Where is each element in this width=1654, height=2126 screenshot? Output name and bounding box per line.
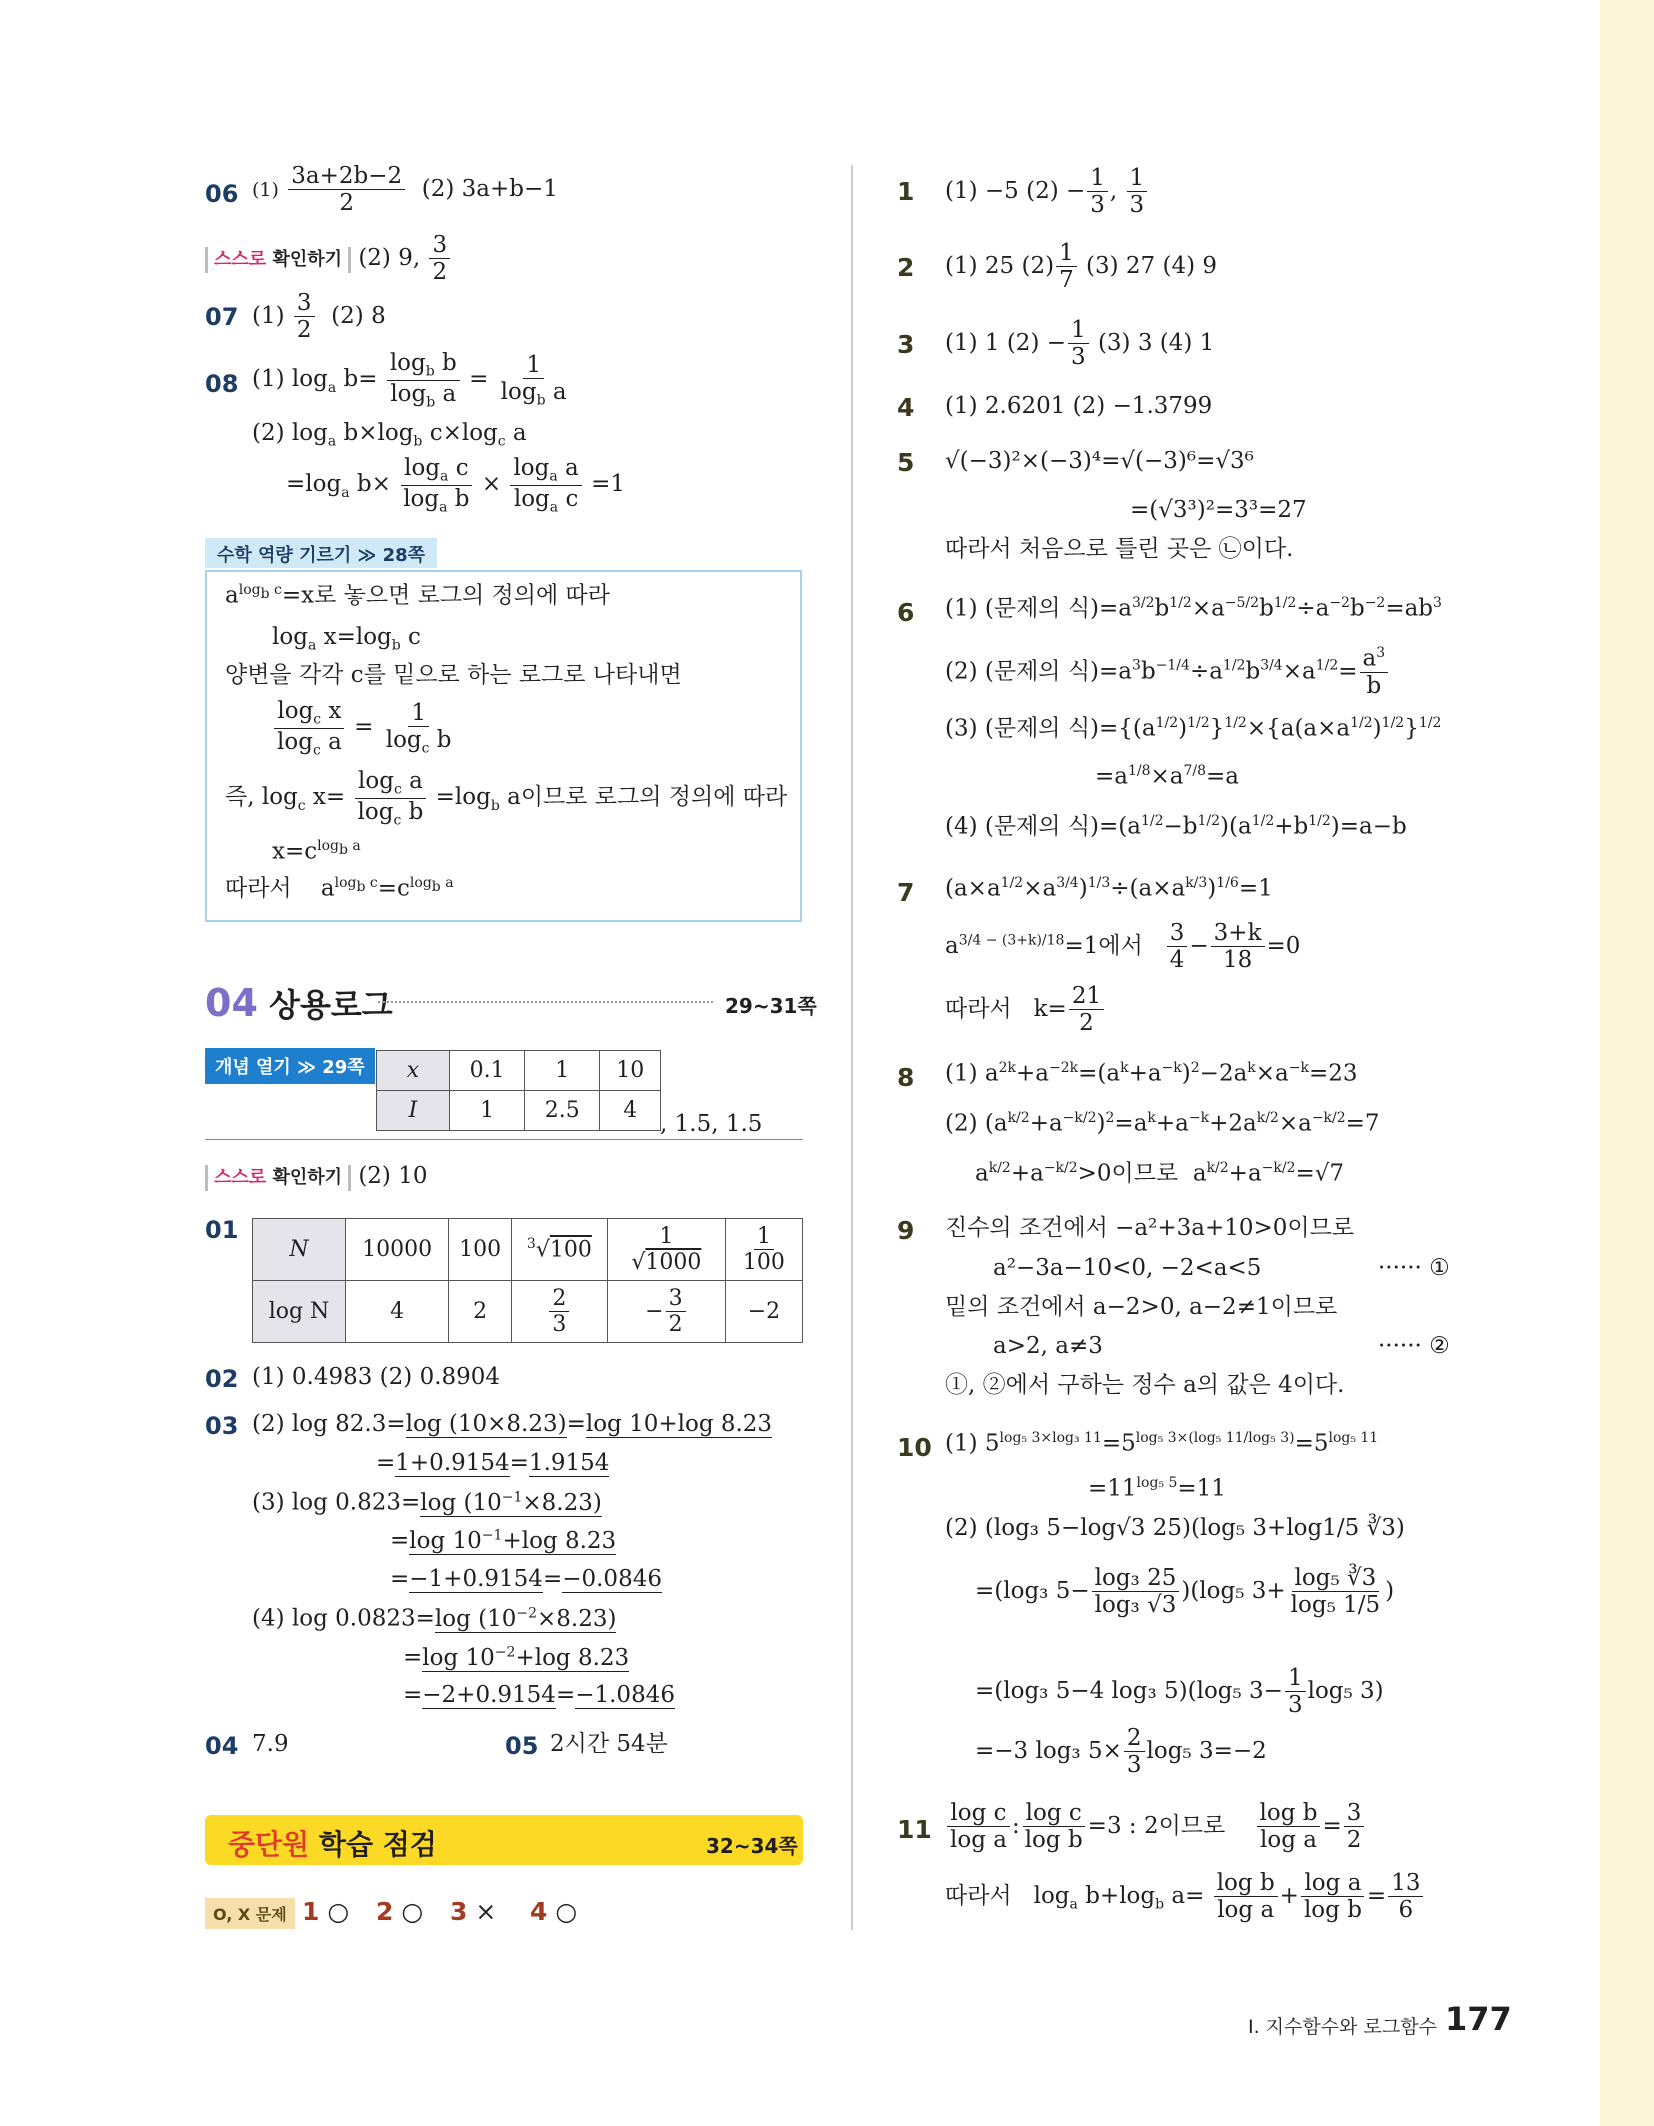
q03-line3: (3) log 0.823=log $(10^{-1}\times 8.23)$ [252,1489,602,1516]
a4-answer: (1) 2.6201 (2) −1.3799 [945,393,1213,419]
log-table-cell: $\frac{1}{√1000}$ [607,1219,725,1281]
q06-answer: (1) $\frac{3a+2b-2}{2}$ (2) 3a+b−1 [252,163,558,217]
a11-line2: 따라서 $\log_a b+\log_b$ a= $\frac{\text{log b}}{\text{log a}}$ + $\frac{\text{log a}}{\text{log b}}$ = $\frac{13}{6}$ [945,1870,1425,1924]
ox-item: 3 × [450,1897,497,1926]
a8-line3: $a^{k/2}+a^{-k/2}>0$이므로 $a^{k/2}+a^{-k/2}=√7$ [975,1160,1345,1187]
a10-line3: (2) (log₃ 5−log√3 25)(log₅ 3+log1/5 ∛3) [945,1515,1405,1541]
a2-number: 2 [897,253,915,282]
a9-marker2: ······ ② [1378,1333,1450,1359]
concept-table [376,1050,661,1131]
a8-line1: (1) $a^{2k}+a^{-2k}=(a^k+a^{-k})^2-2a^k\times a^{-k}=23$ [945,1060,1358,1087]
a9-marker1: ······ ① [1378,1255,1450,1281]
math-skill-tab: 수학 역량 기르기 ≫ 28쪽 [205,538,437,568]
log-table-cell: −2 [725,1281,802,1343]
ox-tag: O, X 문제 [205,1898,295,1929]
a9-number: 9 [897,1216,915,1245]
q04-answer: 7.9 [252,1731,289,1757]
q08-line3: $=\log_a$ b× $\frac{\log_a c}{\log_a b}$ × $\frac{\log_a a}{\log_a c}$ =1 [286,455,625,516]
q06-number: 06 [205,180,239,208]
ox-item: 2 ○ [376,1897,424,1926]
concept-cell: 10 [600,1051,661,1091]
a10-line2: $=11^{log_5 5}=11$ [1088,1475,1226,1502]
q03-line7: =log $10^{-2}+\log$ 8.23 [403,1644,630,1671]
a10-line6: =−3 log₃ 5× $\frac{2}{3}$ log₅ 3=−2 [975,1725,1267,1779]
concept-tag: 개념 열기 ≫ 29쪽 [205,1048,375,1084]
a6-number: 6 [897,598,915,627]
concept-cell: 2.5 [525,1091,600,1131]
column-divider [851,165,853,1930]
a9-line1: 진수의 조건에서 −a²+3a+10>0이므로 [945,1215,1355,1241]
box-line4: $\frac{\log_c x}{\log_c a}$ = $\frac{1}{\log_c b}$ [272,698,457,758]
page-number: 177 [1445,2000,1512,2038]
log-table-cell: log N [253,1281,346,1343]
q03-line8: =−2+0.9154=−1.0846 [403,1682,675,1708]
q04-number: 04 [205,1732,239,1760]
q02-answer: (1) 0.4983 (2) 0.8904 [252,1364,501,1390]
review-pages: 32~34쪽 [706,1834,798,1858]
a6-line5: (4) (문제의 식)$=(a^{1/2}-b^{1/2})(a^{1/2}+b^{1/2})=a-b$ [945,813,1407,840]
a1-number: 1 [897,177,915,206]
a5-line3: 따라서 처음으로 틀린 곳은 ㉡이다. [945,536,1294,562]
log-table-cell: 2 [449,1281,512,1343]
page-edge-band [1600,0,1654,2126]
q03-line4: =log $10^{-1}+\log$ 8.23 [390,1527,617,1554]
section-dotted-rule [378,1001,713,1003]
q05-answer: 2시간 54분 [550,1731,668,1757]
a9-line3: 밑의 조건에서 a−2>0, a−2≠1이므로 [945,1294,1338,1320]
log-table [252,1218,803,1343]
a3-answer: (1) 1 (2) − $\frac{1}{3}$ (3) 3 (4) 1 [945,317,1215,371]
log-table-cell: $^3$√100 [511,1219,607,1281]
log-table-cell: 10000 [346,1219,449,1281]
section-title: 04 상용로그 [205,981,393,1025]
q07-answer: (1) $\frac{3}{2}$ (2) 8 [252,290,386,344]
a3-number: 3 [897,330,915,359]
a1-answer: (1) −5 (2) − $\frac{1}{3}$ , $\frac{1}{3}$ [945,165,1149,219]
a7-line3: 따라서 k= $\frac{21}{2}$ [945,983,1106,1037]
a10-number: 10 [897,1433,932,1462]
q03-line5: =−1+0.9154=−0.0846 [390,1566,662,1592]
a9-line5: ①, ②에서 구하는 정수 a의 값은 4이다. [945,1372,1345,1398]
box-line1: $a^{log_b c}=x$로 놓으면 로그의 정의에 따라 [225,582,610,609]
concept-cell: I [377,1091,450,1131]
q03-line6: (4) log 0.0823=log $(10^{-2}\times 8.23)$ [252,1605,617,1632]
log-table-cell: 4 [346,1281,449,1343]
review-title: 중단원 학습 점검 [228,1828,437,1861]
log-table-cell: N [253,1219,346,1281]
q08-line1: (1) $\log_a b=$ $\frac{\log_b b}{\log_b a}$ = $\frac{1}{\log_b a}$ [252,350,567,411]
section-pages: 29~31쪽 [725,994,817,1018]
a6-line4: $=a^{1/8}\times a^{7/8}=a$ [1095,763,1240,790]
log-table-cell: 100 [449,1219,512,1281]
box-line3: 양변을 각각 c를 밑으로 하는 로그로 나타내면 [225,662,682,688]
a5-number: 5 [897,448,915,477]
q03-number: 03 [205,1412,239,1440]
a6-line1: (1) (문제의 식)$=a^{3/2}b^{1/2}\times a^{-5/2}b^{1/2}\div a^{-2}b^{-2}=ab^3$ [945,595,1442,622]
a10-line4: =(log₃ 5− $\frac{\text{log₃ 25}}{\text{log₃ √3}}$ )(log₅ 3+ $\frac{\text{log₅ ∛3}}{\text{log₅ 1/5}}$ ) [975,1565,1395,1619]
concept-cell: 4 [600,1091,661,1131]
a9-line2: a²−3a−10<0, −2<a<5 [993,1255,1262,1281]
concept-cell: 1 [450,1091,525,1131]
q02-number: 02 [205,1365,239,1393]
q08-number: 08 [205,370,239,398]
ox-item: 4 ○ [530,1897,578,1926]
a8-line2: (2) $(a^{k/2}+a^{-k/2})^2=a^k+a^{-k}+2a^{k/2}\times a^{-k/2}=7$ [945,1110,1380,1137]
a10-line5: =(log₃ 5−4 log₃ 5)(log₅ 3− $\frac{1}{3}$ log₅ 3) [975,1665,1384,1719]
a8-number: 8 [897,1063,915,1092]
a9-line4: a>2, a≠3 [993,1333,1103,1359]
a6-line3: (3) (문제의 식)$=\{(a^{1/2})^{1/2}\}^{1/2}\times\{a(a\times a^{1/2})^{1/2}\}^{1/2}$ [945,715,1442,742]
q03-line2: =1+0.9154=1.9154 [376,1450,610,1476]
chapter-footer: Ⅰ. 지수함수와 로그함수 [1248,2016,1437,2038]
q05-number: 05 [505,1732,539,1760]
a10-line1: (1) $5^{log_5 3\times log_3 11}=5^{log_5 3\times(log_5 11/log_5 3)}=5^{log_5 11}$ [945,1430,1379,1457]
log-table-cell: $\frac{2}{3}$ [511,1281,607,1343]
box-line7: 따라서 $a^{log_b c}=c^{log_b a}$ [225,875,454,902]
log-table-cell: − $\frac{3}{2}$ [607,1281,725,1343]
a7-number: 7 [897,878,915,907]
ox-item: 1 ○ [302,1897,350,1926]
q01-number: 01 [205,1216,239,1244]
concept-cell: 0.1 [450,1051,525,1091]
a7-line1: $(a\times a^{1/2}\times a^{3/4})^{1/3}\div(a\times a^{k/3})^{1/6}=1$ [945,875,1273,902]
a6-line2: (2) (문제의 식)$=a^3b^{-1/4}\div a^{1/2}b^{3/4}\times a^{1/2}=$ $\frac{a^3}{b}$ [945,645,1390,700]
q08-line2: (2) $\log_a b\times\log_b$ $c\times\log_c$ a [252,420,527,450]
q07-number: 07 [205,303,239,331]
box-line6: $x=c^{log_b a}$ [272,838,361,865]
log-table-cell: $\frac{1}{100}$ [725,1219,802,1281]
a11-number: 11 [897,1815,932,1844]
concept-after: , 1.5, 1.5 [660,1111,763,1137]
a4-number: 4 [897,393,915,422]
a7-line2: $a^{3/4 - (3+k)/18}=1$에서 $\frac{3}{4}$ − $\frac{3+k}{18}$ =0 [945,920,1301,974]
a5-line1: √(−3)²×(−3)⁴=√(−3)⁶=√3⁶ [945,448,1254,474]
self-check-2: 스스로 확인하기 (2) 10 [205,1163,428,1191]
a2-answer: (1) 25 (2) $\frac{1}{7}$ (3) 27 (4) 9 [945,240,1218,294]
a11-line1: $\frac{\text{log c}}{\text{log a}}$ : $\frac{\text{log c}}{\text{log b}}$ =3 : 2이므로 $\frac{\text{log b}}{\text{log a}}$ = $\frac{3}{2}$ [945,1800,1366,1854]
concept-cell: x [377,1051,450,1091]
box-line2: $\log_a x=\log_b$ c [272,624,421,654]
q03-line1: (2) log 82.3=log (10×8.23)=log 10+log 8.23 [252,1411,773,1437]
concept-rule [205,1139,803,1140]
a5-line2: =(√3³)²=3³=27 [1130,497,1307,523]
box-line5: 즉, $\log_c x=$ $\frac{\log_c a}{\log_c b}$ $=\log_b$ a이므로 로그의 정의에 따라 [225,768,788,829]
self-check-1: 스스로 확인하기 (2) 9, $\frac{3}{2}$ [205,232,452,286]
concept-cell: 1 [525,1051,600,1091]
